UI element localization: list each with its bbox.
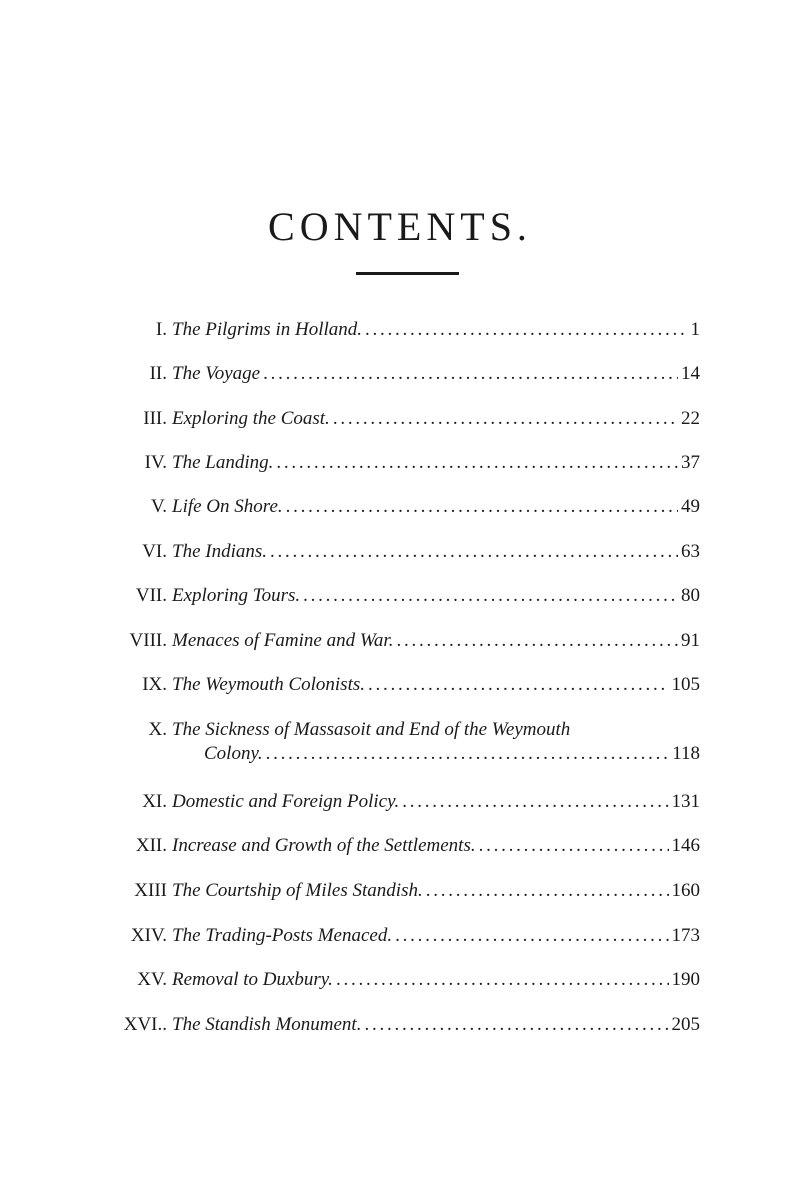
page-number: 131 <box>671 791 700 812</box>
chapter-number: XIV. <box>130 925 167 946</box>
dot-leader <box>303 584 678 608</box>
chapter-number: V. <box>150 496 167 517</box>
chapter-title-continued: Colony. <box>204 743 263 764</box>
chapter-title: Exploring the Coast. <box>172 408 330 429</box>
chapter-number: II. <box>149 363 167 384</box>
dot-leader <box>396 629 678 653</box>
toc-entry[interactable] <box>105 1013 700 1037</box>
toc-entry[interactable] <box>105 790 700 814</box>
toc-entry[interactable] <box>105 584 700 608</box>
chapter-title: The Courtship of Miles Standish. <box>172 880 423 901</box>
toc-entry[interactable] <box>105 451 700 475</box>
page-number: 63 <box>681 541 700 562</box>
dot-leader <box>276 451 678 475</box>
title-rule <box>356 272 459 275</box>
chapter-title: Exploring Tours. <box>172 585 301 606</box>
page-number: 105 <box>671 674 700 695</box>
page-number: 37 <box>681 452 700 473</box>
dot-leader <box>426 879 669 903</box>
page-number: 14 <box>681 363 700 384</box>
page-number: 205 <box>671 1014 700 1035</box>
chapter-title: The Sickness of Massasoit and End of the Weymouth <box>172 719 571 740</box>
chapter-title: The Indians. <box>172 541 267 562</box>
chapter-title: The Weymouth Colonists. <box>172 674 365 695</box>
toc-entry[interactable] <box>105 834 700 858</box>
dot-leader <box>402 790 668 814</box>
dot-leader <box>479 834 669 858</box>
chapter-number: IV. <box>144 452 167 473</box>
toc-entry[interactable] <box>105 362 700 386</box>
dot-leader <box>286 495 678 519</box>
chapter-number: XII. <box>135 835 167 856</box>
chapter-title: Removal to Duxbury. <box>172 969 333 990</box>
chapter-number: XVI.. <box>123 1014 167 1035</box>
chapter-number: I. <box>155 319 167 340</box>
chapter-number: IX. <box>142 674 167 695</box>
chapter-number: XIII <box>134 880 167 901</box>
chapter-title: Menaces of Famine and War. <box>172 630 394 651</box>
chapter-title: The Landing. <box>172 452 274 473</box>
dot-leader <box>336 968 669 992</box>
toc-entry[interactable] <box>105 318 700 342</box>
dot-leader <box>368 673 669 697</box>
chapter-number: VI. <box>142 541 167 562</box>
chapter-number: VIII. <box>129 630 167 651</box>
page-number: 146 <box>671 835 700 856</box>
page-number: 22 <box>681 408 700 429</box>
page-number: 80 <box>681 585 700 606</box>
toc-entry[interactable] <box>105 629 700 653</box>
page-number: 160 <box>671 880 700 901</box>
chapter-number: III. <box>143 408 167 429</box>
toc-entry[interactable] <box>105 540 700 564</box>
dot-leader <box>395 924 668 948</box>
toc-entry[interactable] <box>105 673 700 697</box>
dot-leader <box>333 407 678 431</box>
page-number: 190 <box>671 969 700 990</box>
dot-leader <box>263 362 678 386</box>
page-number: 91 <box>681 630 700 651</box>
chapter-title: The Pilgrims in Holland. <box>172 319 363 340</box>
chapter-title: The Standish Monument. <box>172 1014 362 1035</box>
chapter-title: The Voyage <box>172 363 261 384</box>
toc-entry[interactable] <box>105 495 700 519</box>
toc-entry[interactable] <box>105 968 700 992</box>
page-number: 173 <box>671 925 700 946</box>
toc-entry[interactable] <box>105 879 700 903</box>
toc-entry[interactable] <box>105 718 700 766</box>
chapter-title: Life On Shore. <box>172 496 283 517</box>
dot-leader <box>365 318 687 342</box>
page-number: 118 <box>672 743 700 764</box>
chapter-number: XI. <box>142 791 167 812</box>
chapter-number: X. <box>148 719 167 740</box>
chapter-number: VII. <box>135 585 167 606</box>
dot-leader <box>364 1013 668 1037</box>
toc-entry[interactable] <box>105 924 700 948</box>
dot-leader <box>266 742 670 766</box>
dot-leader <box>270 540 678 564</box>
toc-entry[interactable] <box>105 407 700 431</box>
chapter-title: The Trading-Posts Menaced. <box>172 925 393 946</box>
page-title: CONTENTS. <box>268 204 532 249</box>
chapter-title: Increase and Growth of the Settlements. <box>172 835 476 856</box>
page-number: 1 <box>690 319 700 340</box>
chapter-number: XV. <box>137 969 167 990</box>
page-number: 49 <box>681 496 700 517</box>
chapter-title: Domestic and Foreign Policy. <box>172 791 400 812</box>
